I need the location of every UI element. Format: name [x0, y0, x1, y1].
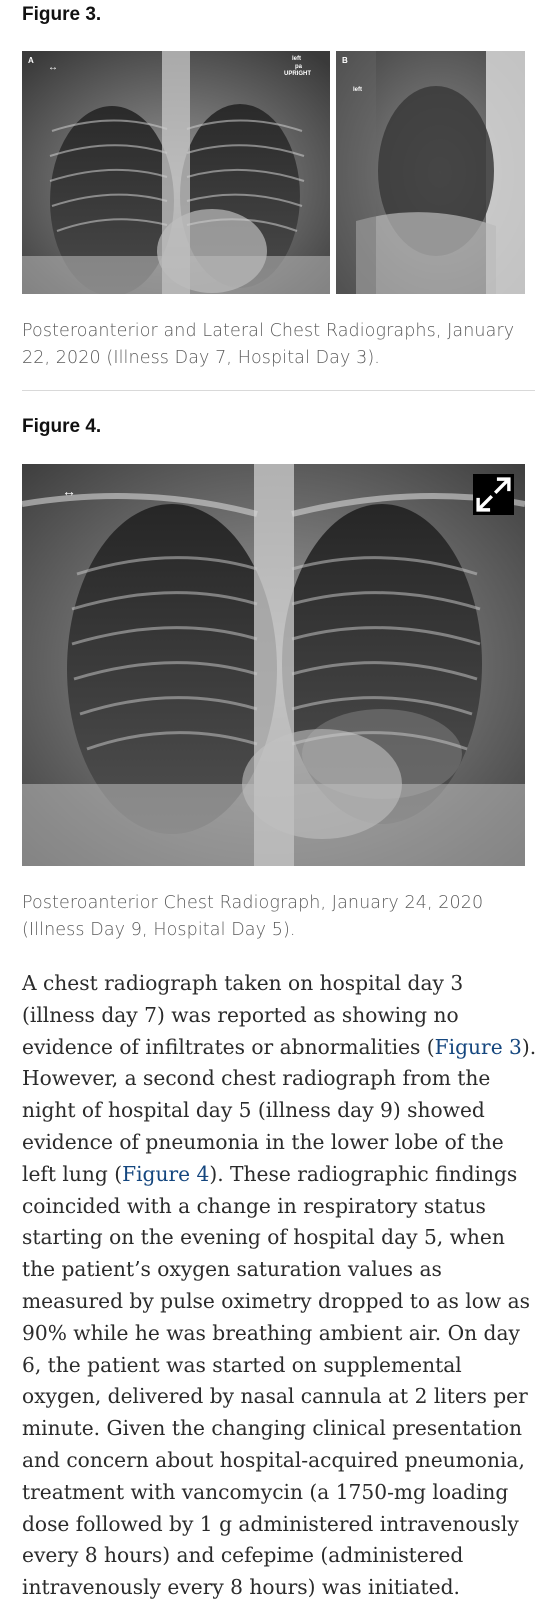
paragraph-text: ). These radiographic findings coincided with a change in respiratory status starting on the evening of hospital day 5, when the patient’s oxygen saturation values as measured by pulse oximetry dropped to as low as 90% while he was breathing ambient air. On day 6, the patient was started on supplemental oxygen, delivered by nasal cannula at 2 liters per minute. Given the changing clinical presentation and concern about hospital-acquired pneumonia, treatment with vancomycin (a 1750-mg loading dose followed by 1 g administered intravenously every 8 hours) and cefepime (administered intravenously every 8 hours) was initiated. — [22, 1161, 530, 1600]
figure-3-panel-a-image[interactable] — [22, 51, 330, 294]
figure-4-image[interactable] — [22, 464, 525, 866]
figure-4-link[interactable]: Figure 4 — [122, 1161, 210, 1186]
panel-a-position-marker: UPRIGHT — [284, 71, 311, 77]
expand-icon[interactable] — [473, 474, 514, 515]
figure-4-title: Figure 4. — [22, 416, 102, 437]
panel-b-label: B — [342, 56, 348, 65]
orientation-arrow-icon: ↔ — [48, 62, 58, 73]
paragraph-text: A chest radiograph taken on hospital day 3 (illness day 7) was reported as showing no evidence of infiltrates or abnormalities ( — [22, 971, 464, 1059]
panel-a-view-marker: pa — [295, 64, 303, 70]
section-divider — [22, 390, 535, 391]
figure-4-caption: Posteroanterior Chest Radiograph, January 24, 2020 (Illness Day 9, Hospital Day 5). — [22, 893, 484, 940]
orientation-arrow-icon: ↔ — [62, 483, 76, 499]
panel-b-side-marker: left — [353, 87, 362, 93]
figure-3-caption: Posteroanterior and Lateral Chest Radiographs, January 22, 2020 (Illness Day 7, Hospital Day 3). — [22, 321, 515, 368]
figure-3-panel-b-image[interactable] — [336, 51, 525, 294]
panel-a-label: A — [28, 56, 34, 65]
figure-3-link[interactable]: Figure 3 — [434, 1034, 522, 1059]
paragraph-text: ). However, a second chest radiograph from the night of hospital day 5 (illness day 9) showed evidence of pneumonia in the lower lobe of the left lung ( — [22, 1034, 537, 1186]
panel-a-side-marker: left — [292, 56, 301, 62]
article-paragraph — [22, 968, 537, 1604]
figure-3-title: Figure 3. — [22, 4, 102, 25]
